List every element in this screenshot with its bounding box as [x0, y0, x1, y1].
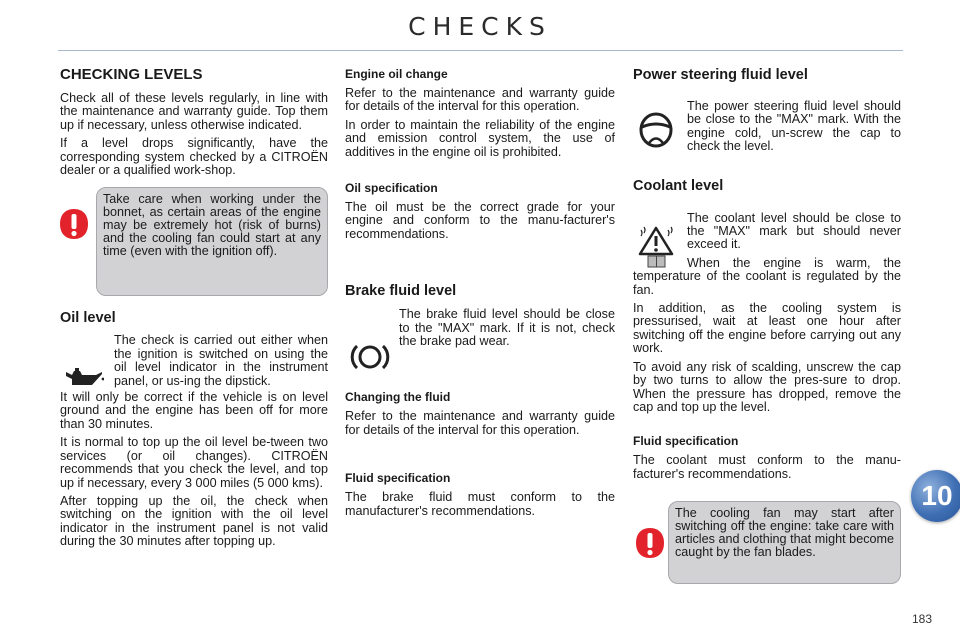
warning-text-cooling-fan: The cooling fan may start after switching off the engine: take care with articles and clothing that might become caught by the fan blades.	[675, 506, 894, 560]
section-heading-coolant-level: Coolant level	[633, 177, 724, 194]
warning-text-hot-engine: Take care when working under the bonnet, as certain areas of the engine may be extremely hot (risk of burns) and the cooling fan could start at any time (even with the ignition off).	[103, 192, 321, 259]
section-heading-oil-level: Oil level	[60, 310, 116, 327]
warning-box-hot-engine	[96, 187, 328, 296]
warning-exclamation-icon	[58, 207, 90, 241]
warning-exclamation-icon-fan	[634, 526, 666, 560]
power-steering-paragraph: The power steering fluid level should be close to the "MAX" mark. With the engine cold, un-screw the cap to check the level.	[687, 99, 901, 154]
steering-wheel-icon	[637, 110, 675, 155]
oil-specification-paragraph: The oil must be the correct grade for your engine and conform to the manu-facturer's recommendations.	[345, 200, 615, 241]
warning-box-cooling-fan	[668, 501, 901, 584]
page-title: CHECKS	[408, 12, 552, 41]
oil-level-paragraph-4: After topping up the oil, the check when switching on the ignition with the oil level indicator in the instrument panel is not valid during the 30 minutes after topping up.	[60, 493, 328, 549]
column-engine-brake	[345, 60, 615, 523]
oil-level-paragraph-2: It will only be correct if the vehicle is on level ground and the engine has been off for more than 30 minutes.	[60, 390, 328, 431]
section-heading-power-steering-fluid: Power steering fluid level	[633, 67, 808, 83]
intro-paragraph-2: If a level drops significantly, have the corresponding system checked by a CITROËN dealer or a qualified work-shop.	[60, 136, 328, 178]
hot-surface-warning-icon	[637, 224, 675, 273]
brake-fluid-specification-paragraph: The brake fluid must conform to the manufacturer's recommendations.	[345, 490, 615, 518]
coolant-paragraph-4: To avoid any risk of scalding, unscrew the cap by two turns to allow the pres-sure to drop. When the pressure has dropped, remove the cap and top up the level.	[633, 359, 901, 414]
coolant-paragraph-2: When the engine is warm, the temperature of the coolant is regulated by the fan.	[633, 255, 901, 297]
changing-fluid-paragraph: Refer to the maintenance and warranty guide for details of the interval for this operation.	[345, 409, 615, 437]
oil-change-paragraph-2: In order to maintain the reliability of the engine and emission control system, the use of additives in the engine oil is prohibited.	[345, 117, 615, 159]
coolant-paragraph-3: In addition, as the cooling system is pressurised, wait at least one hour after switching off the engine before carrying out any work.	[633, 301, 901, 356]
oil-change-paragraph-1: Refer to the maintenance and warranty guide for details of the interval for this operation.	[345, 86, 615, 114]
section-heading-brake-fluid-specification: Fluid specification	[345, 471, 451, 486]
coolant-paragraph-1: The coolant level should be close to the "MAX" mark but should never exceed it.	[687, 210, 901, 252]
brake-fluid-paragraph: The brake fluid level should be close to the "MAX" mark. If it is not, check the brake pad wear.	[399, 307, 615, 349]
header-divider	[58, 50, 903, 51]
section-heading-checking-levels: CHECKING LEVELS	[60, 66, 203, 83]
section-heading-changing-the-fluid: Changing the fluid	[345, 390, 451, 405]
chapter-number-badge: 10	[911, 470, 960, 522]
oil-level-paragraph-3: It is normal to top up the oil level be-tween two services (or oil changes). CITROËN recommends that you check the level, and top up if necessary, every 3 000 miles (5 000 kms).	[60, 435, 328, 490]
intro-paragraph-1: Check all of these levels regularly, in line with the maintenance and warranty guide. Top them up if necessary, unless otherwise indicated.	[60, 91, 328, 132]
column-checking-levels	[60, 60, 328, 554]
oil-can-icon	[62, 367, 104, 394]
section-heading-coolant-specification: Fluid specification	[633, 434, 739, 449]
section-heading-brake-fluid-level: Brake fluid level	[345, 283, 457, 300]
page-number: 183	[912, 612, 933, 626]
section-heading-oil-specification: Oil specification	[345, 181, 438, 196]
brake-warning-icon	[350, 340, 390, 379]
oil-level-paragraph-1: The check is carried out either when the ignition is switched on using the oil level indicator in the instrument panel, or us-ing the dipstick.	[114, 333, 328, 388]
section-heading-engine-oil-change: Engine oil change	[345, 67, 448, 81]
coolant-specification-paragraph: The coolant must conform to the manu-facturer's recommendations.	[633, 453, 901, 481]
